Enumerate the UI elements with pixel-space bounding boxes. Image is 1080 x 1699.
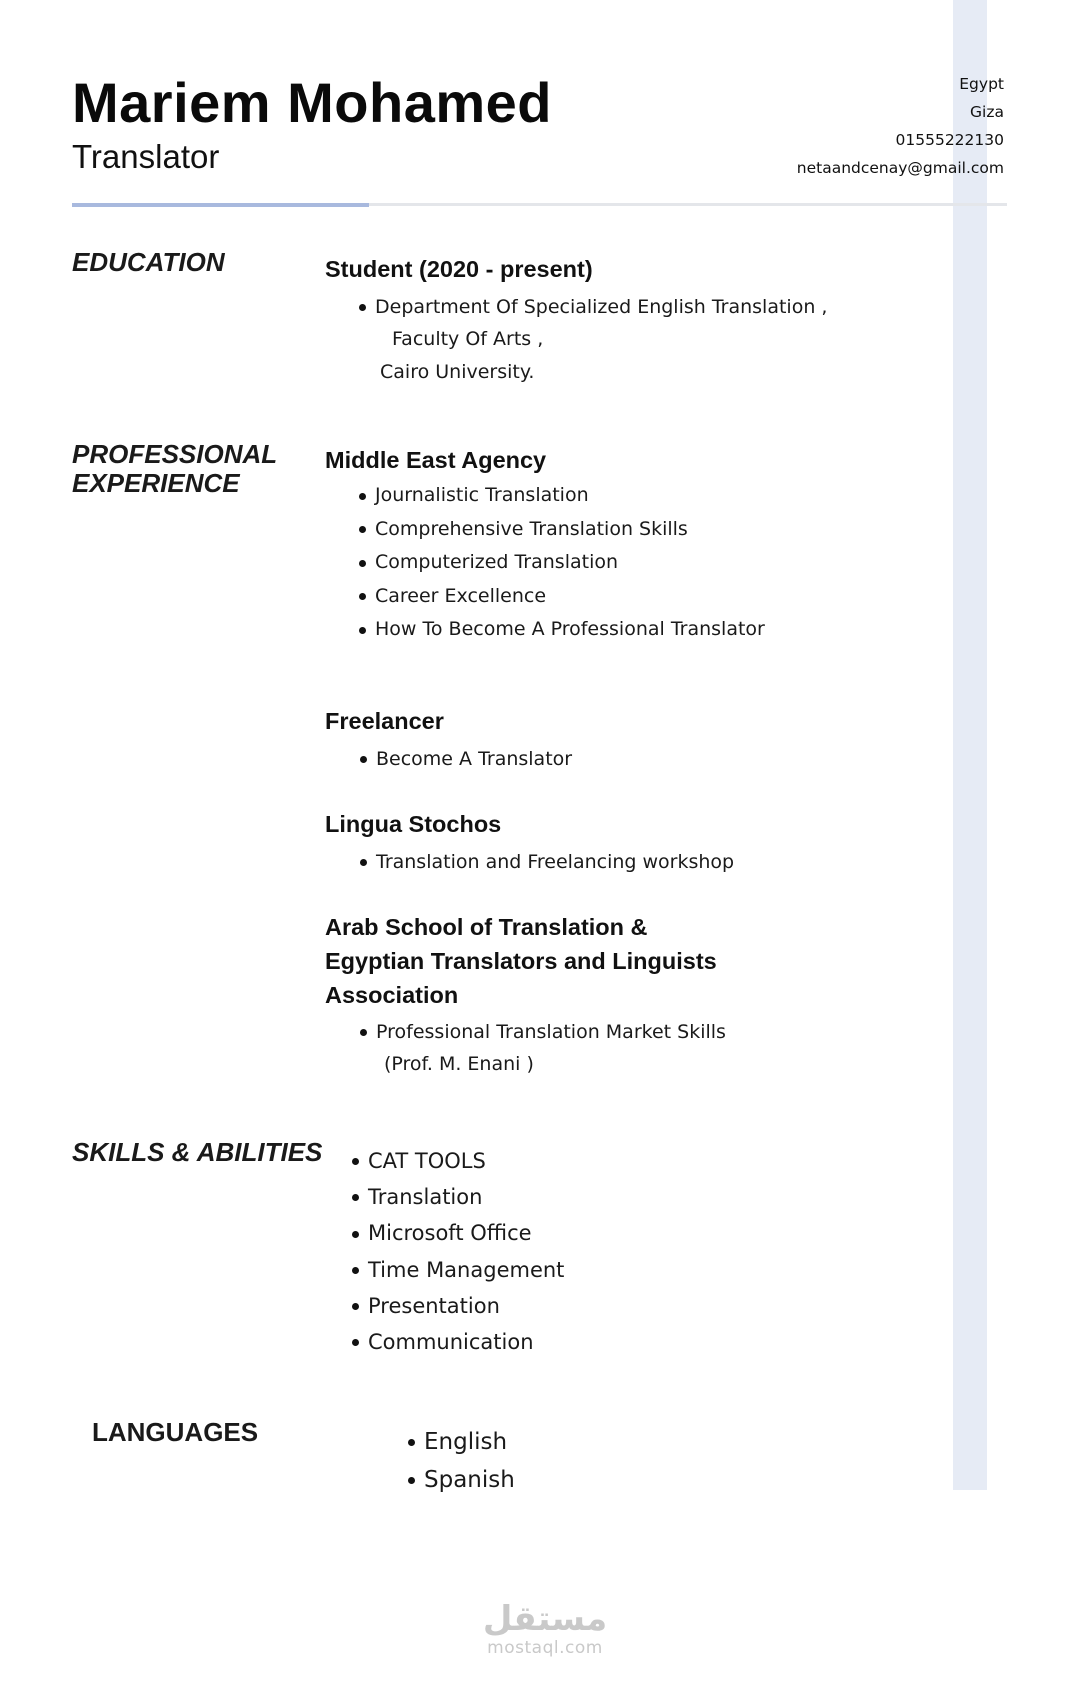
contact-city: Giza bbox=[970, 103, 1004, 121]
experience-heading-line2: EXPERIENCE bbox=[72, 468, 240, 498]
experience-list-freelancer bbox=[360, 743, 572, 775]
experience-entry-title: Freelancer bbox=[325, 708, 444, 734]
list-item: Professional Translation Market Skills bbox=[360, 1016, 726, 1048]
education-line-faculty: Faculty Of Arts , bbox=[392, 328, 544, 350]
education-line-university: Cairo University. bbox=[380, 361, 535, 383]
education-line-department: Department Of Specialized English Translation , bbox=[359, 291, 827, 323]
education-entry-title: Student (2020 - present) bbox=[325, 256, 593, 282]
experience-entry-title: Middle East Agency bbox=[325, 447, 547, 473]
list-item: CAT TOOLS bbox=[352, 1143, 564, 1179]
list-item: Translation and Freelancing workshop bbox=[360, 846, 734, 878]
experience-list-continuation: (Prof. M. Enani ) bbox=[384, 1053, 534, 1075]
education-list bbox=[359, 291, 827, 323]
contact-phone: 01555222130 bbox=[895, 131, 1004, 149]
experience-list-arab-school bbox=[360, 1016, 726, 1048]
list-item: Become A Translator bbox=[360, 743, 572, 775]
languages-list bbox=[408, 1423, 515, 1499]
list-item: Communication bbox=[352, 1324, 564, 1360]
experience-entry-title-line: Egyptian Translators and Linguists bbox=[325, 948, 717, 974]
list-item: English bbox=[408, 1423, 515, 1461]
watermark-logo: مستقل bbox=[482, 1599, 608, 1639]
experience-entry-title: Lingua Stochos bbox=[325, 811, 502, 837]
contact-country: Egypt bbox=[959, 75, 1004, 93]
experience-heading-line1: PROFESSIONAL bbox=[72, 439, 278, 469]
watermark bbox=[470, 1600, 620, 1658]
list-item: Presentation bbox=[352, 1288, 564, 1324]
skills-list bbox=[352, 1143, 564, 1360]
list-item: Career Excellence bbox=[359, 580, 765, 614]
candidate-role: Translator bbox=[72, 138, 220, 175]
list-item: Time Management bbox=[352, 1252, 564, 1288]
list-item: Microsoft Office bbox=[352, 1215, 564, 1251]
list-item: Comprehensive Translation Skills bbox=[359, 513, 765, 547]
experience-list-middle-east-agency bbox=[359, 479, 765, 647]
list-item: How To Become A Professional Translator bbox=[359, 613, 765, 647]
experience-entry-title-line: Association bbox=[325, 982, 459, 1008]
list-item: Spanish bbox=[408, 1461, 515, 1499]
list-item: Translation bbox=[352, 1179, 564, 1215]
side-accent-strip bbox=[953, 0, 987, 1490]
skills-heading: SKILLS & ABILITIES bbox=[72, 1137, 323, 1167]
education-heading: EDUCATION bbox=[72, 247, 225, 277]
list-item: Computerized Translation bbox=[359, 546, 765, 580]
candidate-name: Mariem Mohamed bbox=[72, 71, 552, 134]
experience-entry-title-line: Arab School of Translation & bbox=[325, 914, 648, 940]
contact-email: netaandcenay@gmail.com bbox=[796, 159, 1004, 177]
experience-entry-title bbox=[325, 910, 717, 1012]
header-divider-accent bbox=[72, 203, 369, 207]
experience-heading bbox=[72, 440, 277, 498]
list-item: Journalistic Translation bbox=[359, 479, 765, 513]
contact-block bbox=[797, 70, 1004, 182]
languages-heading: LANGUAGES bbox=[92, 1417, 259, 1447]
experience-list-lingua-stochos bbox=[360, 846, 734, 878]
watermark-url: mostaql.com bbox=[487, 1638, 603, 1658]
